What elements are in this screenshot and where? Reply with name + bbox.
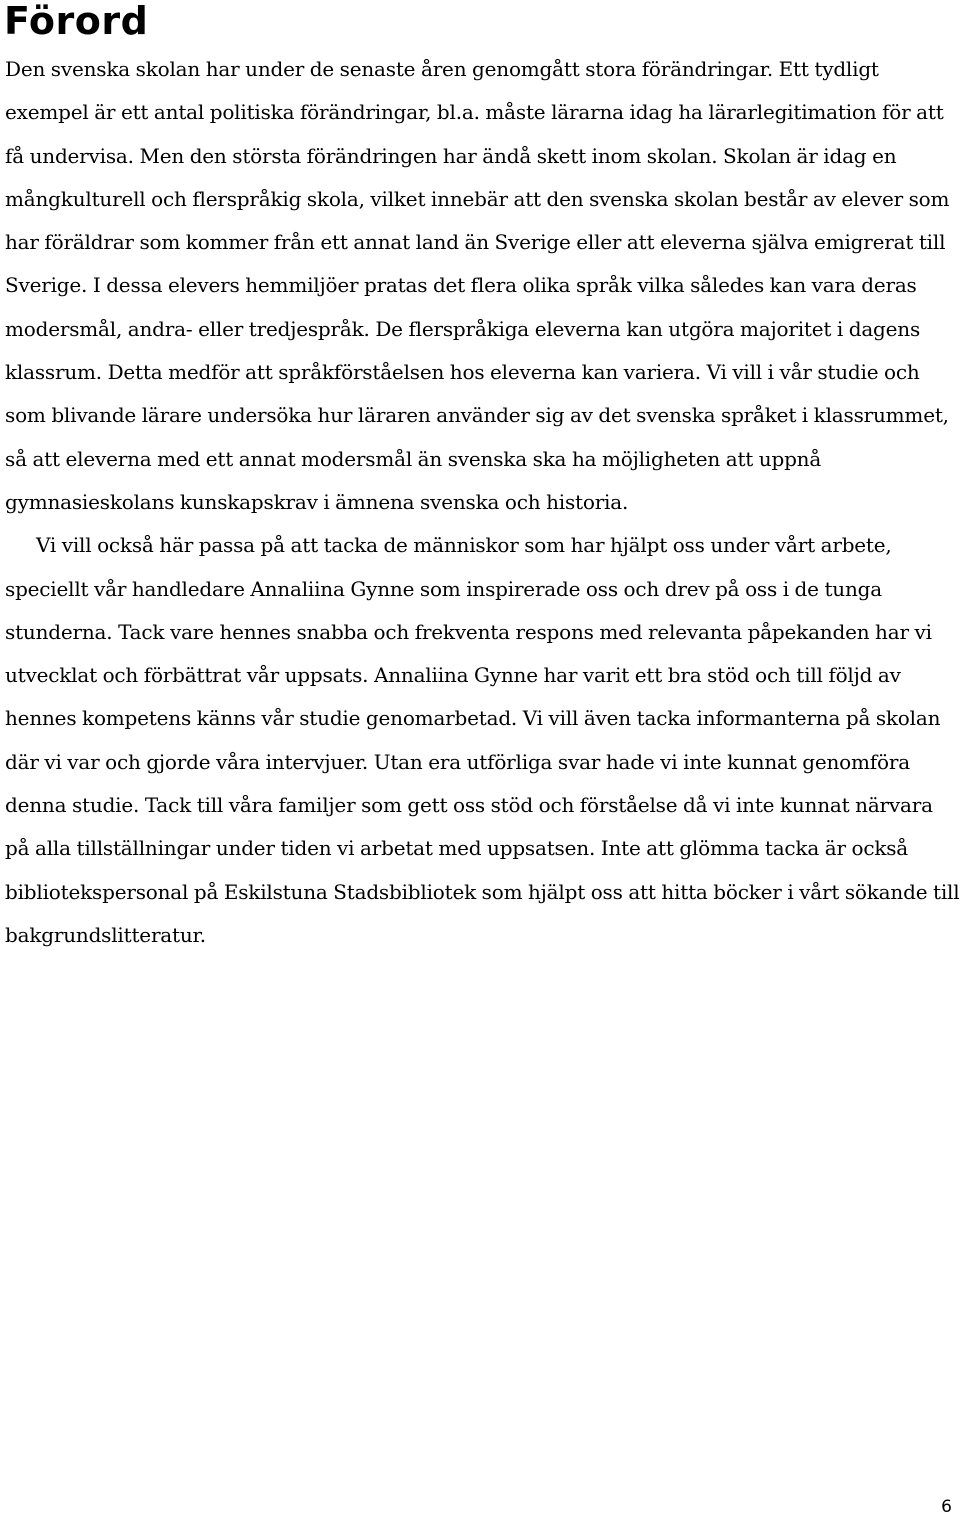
paragraph-acknowledgements: Vi vill också här passa på att tacka de människor som har hjälpt oss under vårt arbete, speciellt vår handledare Annaliina Gynne som inspirerade oss och drev på oss i de tunga stunderna. Tack vare hennes snabba och frekventa respons med relevanta påpekanden har vi utvecklat och förbättrat vår uppsats. Annaliina Gynne har varit ett bra stöd och till följd av hennes kompetens känns vår studie genomarbetad. Vi vill även tacka informanterna på skolan där vi var och gjorde våra intervjuer. Utan era utförliga svar hade vi inte kunnat genomföra denna studie. Tack till våra familjer som gett oss stöd och förståelse då vi inte kunnat närvara på alla tillställningar under tiden vi arbetat med uppsatsen. Inte att glömma tacka är också bibliotekspersonal på Eskilstuna Stadsbibliotek som hjälpt oss att hitta böcker i vårt sökande till bakgrundslitteratur. (5, 533, 960, 947)
page-number: 6 (941, 1497, 952, 1517)
body-text (5, 48, 960, 957)
page-heading: Förord (4, 0, 149, 43)
paragraph-intro: Den svenska skolan har under de senaste åren genomgått stora förändringar. Ett tydligt exempel är ett antal politiska förändringar, bl.a. måste lärarna idag ha lärarlegitimation för att få undervisa. Men den största förändringen har ändå skett inom skolan. Skolan är idag en mångkulturell och flerspråkig skola, vilket innebär att den svenska skolan består av elever som har föräldrar som kommer från ett annat land än Sverige eller att eleverna själva emigrerat till Sverige. I dessa elevers hemmiljöer pratas det flera olika språk vilka således kan vara deras modersmål, andra- eller tredjespråk. De flerspråkiga eleverna kan utgöra majoritet i dagens klassrum. Detta medför att språkförståelsen hos eleverna kan variera. Vi vill i vår studie och som blivande lärare undersöka hur läraren använder sig av det svenska språket i klassrummet, så att eleverna med ett annat modersmål än svenska ska ha möjligheten att uppnå gymnasieskolans kunskapskrav i ämnena svenska och historia. (5, 57, 950, 514)
